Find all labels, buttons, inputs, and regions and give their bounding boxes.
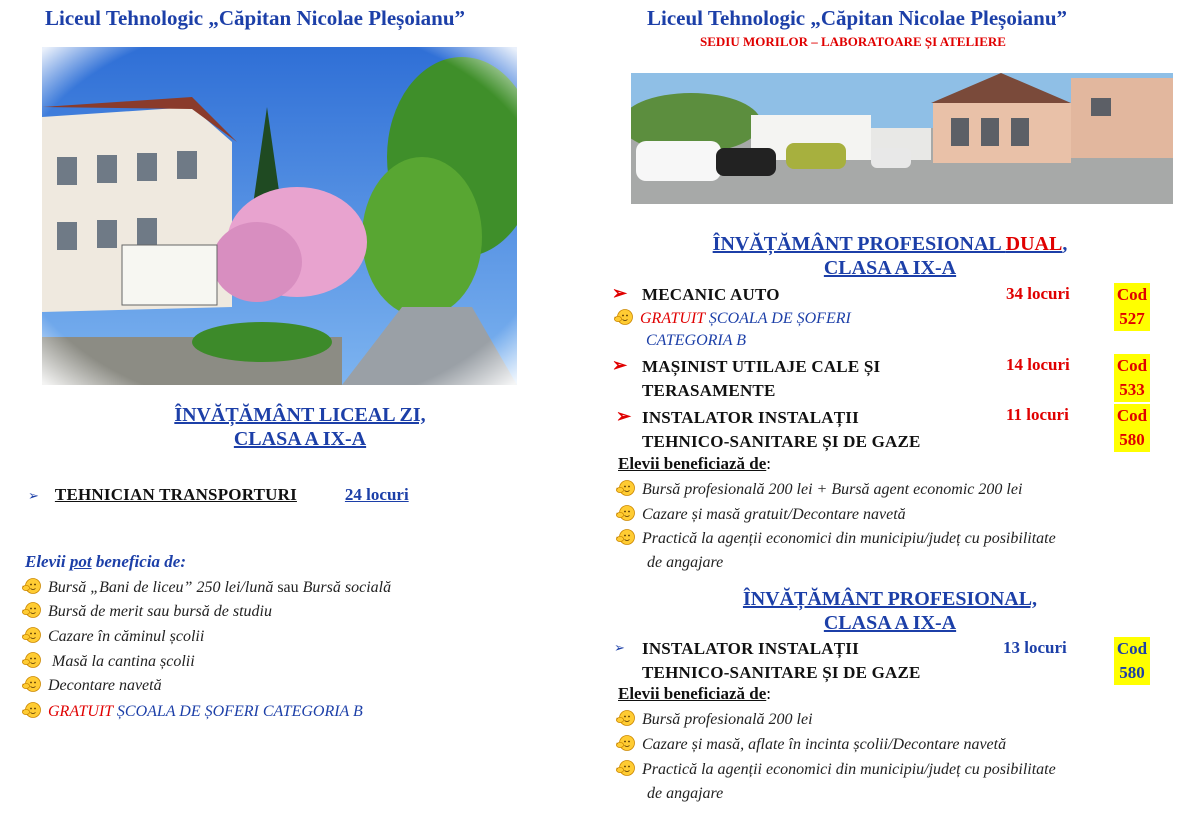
pointing-hand-emoji-icon [614,308,634,326]
dual-section-heading [680,232,1100,280]
left-school-title: Liceul Tehnologic „Căpitan Nicolae Pleșoianu” [45,6,466,30]
liceal-section-heading [170,403,430,451]
program-name-line1: MAȘINIST UTILAJE CALE ȘI [642,357,881,376]
program-code-box [1114,283,1150,331]
code-label: Cod [1116,356,1148,375]
pointing-hand-emoji-icon [616,479,636,497]
program-places: 11 locuri [1006,405,1069,424]
program-code-box [1114,637,1150,685]
program-name-line2: TEHNICO-SANITARE ȘI DE GAZE [642,663,921,682]
liceal-section-line2: CLASA A IX-A [233,428,367,450]
program-places: 34 locuri [1006,284,1070,303]
chevron-right-icon: ➢ [28,488,39,503]
pointing-hand-emoji-icon [22,701,42,719]
left-benefit-6 [22,700,363,724]
dual-benefit-2 [616,503,906,527]
prof-benefits-heading [618,684,771,704]
prof-benefit-1 [616,708,813,732]
code-value: 580 [1119,663,1145,682]
benefits-heading-colon: : [766,684,771,703]
pointing-hand-emoji-icon [616,759,636,777]
benefit-text: Bursă profesională 200 lei [642,711,813,728]
benefits-heading: Elevii beneficiază de [618,684,767,703]
benefit-text: Bursă „Bani de liceu” 250 lei/lună [48,579,274,596]
prof-section-line2: CLASA A IX-A [823,612,957,634]
liceal-section-line1: ÎNVĂȚĂMÂNT LICEAL ZI, [174,404,426,426]
benefit-text: Bursă profesională 200 lei + Bursă agent economic 200 lei [642,481,1023,498]
pointing-hand-emoji-icon [616,504,636,522]
program-places: 14 locuri [1006,355,1070,374]
workshop-site-photo [631,73,1173,204]
chevron-right-icon: ➢ [612,283,628,303]
prof-section-heading [700,587,1080,635]
benefits-heading-colon: : [766,454,771,473]
program-name [642,637,921,685]
prof-benefit-3 [616,758,1056,806]
note-red: GRATUIT [640,310,709,327]
dual-benefit-1 [616,478,1022,502]
benefit-text: Cazare și masă, aflate în incinta școlii/Decontare navetă [642,736,1007,753]
program-places: 24 locuri [344,485,409,504]
school-building-photo [42,47,517,385]
benefit-text: sau [273,579,303,596]
code-label: Cod [1116,406,1148,425]
code-value: 533 [1119,380,1145,399]
program-name-line1: INSTALATOR INSTALAȚII [642,639,859,658]
program-name-line2: TERASAMENTE [642,381,776,400]
code-value: 527 [1119,309,1145,328]
right-subtitle: SEDIU MORILOR – LABORATOARE ȘI ATELIERE [700,34,1006,49]
left-benefit-1 [22,576,391,600]
pointing-hand-emoji-icon [616,709,636,727]
program-name [642,355,880,403]
program-name [642,406,921,454]
benefit-text: Cazare în căminul școlii [48,628,205,645]
dual-benefits-heading [618,454,771,474]
chevron-right-icon: ➢ [616,406,632,426]
benefit-text: Bursă socială [302,579,392,596]
dual-benefit-3 [616,527,1056,575]
left-benefit-4 [22,650,195,674]
benefit-text: Practică la agenții economici din municipiu/județ cu posibilitate [642,530,1056,547]
chevron-right-icon: ➢ [612,355,628,375]
benefit-text: Cazare și masă gratuit/Decontare navetă [642,506,906,523]
program-name: MECANIC AUTO [642,285,780,304]
benefit-text-line2: de angajare [647,554,724,571]
code-value: 580 [1119,430,1145,449]
note-blue-line2: CATEGORIA B [646,332,746,349]
code-label: Cod [1116,639,1148,658]
pointing-hand-emoji-icon [22,577,42,595]
left-benefit-3 [22,625,204,649]
code-label: Cod [1116,285,1148,304]
benefit-text: Practică la agenții economici din municipiu/județ cu posibilitate [642,761,1056,778]
benefit-text: Decontare navetă [48,677,162,694]
pointing-hand-emoji-icon [616,734,636,752]
program-code-box [1114,404,1150,452]
chevron-right-icon: ➢ [614,640,625,655]
dual-section-line1 [680,232,1100,256]
program-places: 13 locuri [1003,638,1067,657]
dual-section-line2: CLASA A IX-A [823,257,957,279]
dual-heading-dual: DUAL [1005,233,1063,255]
program-tehnician-row [28,483,409,507]
benefits-heading-post: beneficia de: [91,552,186,571]
prof-section-line1: ÎNVĂȚĂMÂNT PROFESIONAL, [742,588,1038,610]
benefit-text-blue: ȘCOALA DE ȘOFERI CATEGORIA B [116,703,363,720]
pointing-hand-emoji-icon [22,651,42,669]
note-blue: ȘCOALA DE ȘOFERI [708,310,851,327]
dual-heading-text: ÎNVĂȚĂMÂNT PROFESIONAL [712,233,1006,255]
program-code-box [1114,354,1150,402]
program-name-line2: TEHNICO-SANITARE ȘI DE GAZE [642,432,921,451]
mecanic-note [614,308,851,352]
left-benefit-2 [22,600,272,624]
pointing-hand-emoji-icon [616,528,636,546]
dual-heading-comma: , [1062,233,1068,255]
benefits-heading-pot: pot [69,552,92,571]
benefit-text: Bursă de merit sau bursă de studiu [48,603,272,620]
benefit-text-line2: de angajare [647,785,724,802]
left-benefits-heading [25,552,186,572]
benefit-text-red: GRATUIT [48,703,117,720]
pointing-hand-emoji-icon [22,626,42,644]
benefits-heading-pre: Elevii [25,552,70,571]
program-name: TEHNICIAN TRANSPORTURI [54,485,297,504]
pointing-hand-emoji-icon [22,601,42,619]
benefit-text: Masă la cantina școlii [48,653,195,670]
pointing-hand-emoji-icon [22,675,42,693]
benefits-heading: Elevii beneficiază de [618,454,767,473]
program-name-line1: INSTALATOR INSTALAȚII [642,408,859,427]
right-school-title: Liceul Tehnologic „Căpitan Nicolae Pleșoianu” [647,6,1068,30]
prof-benefit-2 [616,733,1006,757]
left-benefit-5 [22,674,162,698]
